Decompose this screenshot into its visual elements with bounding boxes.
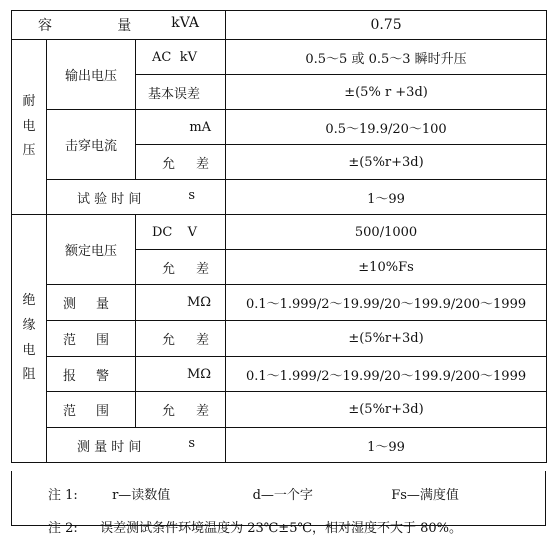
note-1 bbox=[48, 484, 459, 503]
spec-table bbox=[11, 10, 547, 463]
alarm-tolerance-label bbox=[136, 392, 226, 428]
alarm-range-label-1 bbox=[47, 357, 136, 392]
note-1-prefix: 注 1: bbox=[48, 488, 78, 503]
insulation-char-3: 电 bbox=[22, 342, 36, 358]
breakdown-current-label: 击穿电流 bbox=[47, 110, 136, 180]
measure-range-value: 0.1～1.999/2～19.99/20～199.9/200～1999 bbox=[226, 285, 547, 321]
rated-voltage-label: 额定电压 bbox=[47, 215, 136, 285]
measure-char-b: 量 bbox=[95, 297, 109, 312]
measure-range-label-2 bbox=[47, 321, 136, 357]
capacity-unit: kVA bbox=[171, 15, 200, 31]
alarm-range-label-2 bbox=[47, 392, 136, 428]
rated-voltage-value: 500/1000 bbox=[226, 215, 547, 250]
note-2 bbox=[48, 517, 462, 536]
note-2-text: 误差测试条件环境温度为 23℃±5℃，相对湿度不大于 80%。 bbox=[100, 521, 463, 536]
range-char-b: 围 bbox=[95, 333, 109, 348]
rated-tolerance-label bbox=[136, 250, 226, 285]
alarm-range-row bbox=[12, 357, 547, 392]
ac-kv-cell bbox=[136, 40, 226, 75]
insulation-char-1: 绝 bbox=[22, 293, 36, 309]
rated-voltage-row bbox=[12, 215, 547, 250]
breakdown-tolerance-label bbox=[136, 145, 226, 180]
output-voltage-row bbox=[12, 40, 547, 75]
measure-range-row bbox=[12, 285, 547, 321]
measure-time-label-cell bbox=[47, 428, 226, 463]
test-time-unit: s bbox=[188, 187, 196, 203]
output-voltage-label: 输出电压 bbox=[47, 40, 136, 110]
measure-unit: MΩ bbox=[136, 285, 226, 321]
test-time-label: 试 验 时 间 bbox=[77, 191, 142, 207]
measure-time-label: 测 量 时 间 bbox=[77, 439, 142, 455]
basic-error-value: ±(5% r +3d) bbox=[226, 75, 547, 110]
insulation-group-label bbox=[12, 215, 47, 463]
capacity-row bbox=[12, 11, 547, 40]
measure-tolerance-value: ±(5%r+3d) bbox=[226, 321, 547, 357]
alarm-tolerance-value: ±(5%r+3d) bbox=[226, 392, 547, 428]
spec-table-frame bbox=[11, 10, 546, 536]
capacity-label-cell bbox=[12, 11, 226, 40]
test-time-row bbox=[12, 180, 547, 215]
withstand-group-label bbox=[12, 40, 47, 215]
notes-box bbox=[11, 471, 546, 536]
measure-char-a: 测 bbox=[63, 297, 77, 312]
tolerance-char-a: 允 bbox=[162, 333, 176, 348]
tolerance-char-b: 差 bbox=[196, 333, 210, 348]
note-2-prefix: 注 2: bbox=[48, 521, 78, 536]
capacity-label-2: 量 bbox=[117, 18, 132, 34]
measure-tolerance-label bbox=[136, 321, 226, 357]
range-char-b: 围 bbox=[95, 404, 109, 419]
alarm-range-value: 0.1～1.999/2～19.99/20～199.9/200～1999 bbox=[226, 357, 547, 392]
insulation-char-2: 缘 bbox=[22, 317, 36, 333]
withstand-char-1: 耐 bbox=[22, 93, 36, 109]
withstand-char-2: 电 bbox=[22, 118, 36, 134]
alarm-tolerance-row bbox=[12, 392, 547, 428]
test-time-label-cell bbox=[47, 180, 226, 215]
breakdown-current-range: 0.5～19.9/20～100 bbox=[226, 110, 547, 145]
tolerance-char-a: 允 bbox=[162, 156, 176, 172]
output-voltage-range: 0.5～5 或 0.5～3 瞬时升压 bbox=[226, 40, 547, 75]
tolerance-char-a: 允 bbox=[162, 261, 176, 277]
measure-time-value: 1～99 bbox=[226, 428, 547, 463]
tolerance-char-b: 差 bbox=[196, 261, 210, 277]
breakdown-current-row bbox=[12, 110, 547, 145]
ma-unit: mA bbox=[136, 110, 226, 145]
test-time-value: 1～99 bbox=[226, 180, 547, 215]
tolerance-char-b: 差 bbox=[196, 156, 210, 172]
v-label: V bbox=[187, 224, 198, 240]
kv-label: kV bbox=[179, 49, 198, 65]
dc-v-cell bbox=[136, 215, 226, 250]
range-char-a: 范 bbox=[63, 404, 77, 419]
withstand-char-3: 压 bbox=[22, 143, 36, 159]
note-1-fs: Fs—满度值 bbox=[391, 488, 459, 503]
basic-error-label: 基本误差 bbox=[136, 75, 226, 110]
breakdown-tolerance-value: ±(5%r+3d) bbox=[226, 145, 547, 180]
rated-tolerance-value: ±10%Fs bbox=[226, 250, 547, 285]
capacity-label-1: 容 bbox=[38, 18, 52, 34]
measure-range-label-1 bbox=[47, 285, 136, 321]
note-1-d: d—一个字 bbox=[252, 488, 313, 503]
tolerance-char-b: 差 bbox=[196, 404, 210, 419]
alarm-char-b: 警 bbox=[95, 368, 109, 384]
measure-time-row bbox=[12, 428, 547, 463]
capacity-value: 0.75 bbox=[226, 11, 547, 40]
range-char-a: 范 bbox=[63, 333, 77, 348]
measure-tolerance-row bbox=[12, 321, 547, 357]
note-1-r: r—读数值 bbox=[112, 488, 171, 503]
measure-time-unit: s bbox=[188, 435, 196, 451]
tolerance-char-a: 允 bbox=[162, 404, 176, 419]
alarm-unit: MΩ bbox=[136, 357, 226, 392]
dc-label: DC bbox=[152, 224, 173, 240]
insulation-char-4: 阻 bbox=[22, 367, 36, 383]
ac-label: AC bbox=[152, 49, 172, 65]
alarm-char-a: 报 bbox=[63, 368, 77, 384]
